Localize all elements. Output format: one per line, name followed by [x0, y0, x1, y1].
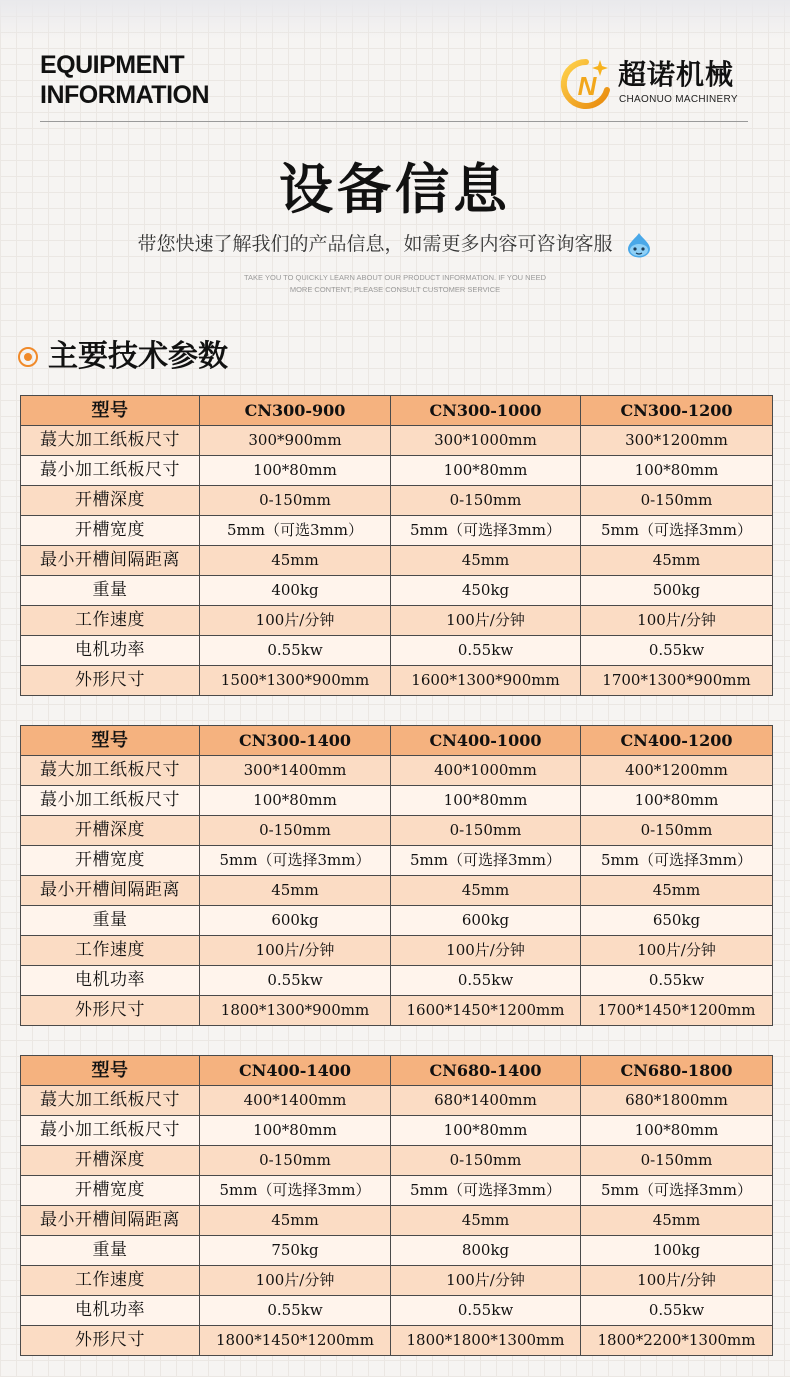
table-cell: 45mm: [200, 546, 391, 576]
table-row: [21, 576, 773, 606]
table-cell: 1800*2200*1300mm: [581, 1326, 773, 1356]
table-cell: 100片/分钟: [391, 606, 581, 636]
table-cell: 45mm: [391, 876, 581, 906]
table-row: [21, 486, 773, 516]
table-row: [21, 1326, 773, 1356]
header-divider: [40, 121, 748, 122]
table-header-row: [21, 1056, 773, 1086]
table-row: [21, 786, 773, 816]
table-cell: 650kg: [581, 906, 773, 936]
page-title: 设备信息: [279, 158, 511, 221]
row-label: 型号: [21, 726, 200, 756]
row-label: 外形尺寸: [21, 1326, 200, 1356]
model-name: CN400-1000: [391, 726, 581, 756]
table-row: [21, 756, 773, 786]
top-fade: [0, 0, 790, 40]
chaonuo-logo-icon: [560, 56, 612, 112]
table-row: [21, 1086, 773, 1116]
row-label: 外形尺寸: [21, 996, 200, 1026]
table-cell: 600kg: [391, 906, 581, 936]
row-label: 重量: [21, 906, 200, 936]
table-cell: 0-150mm: [200, 816, 391, 846]
table-cell: 100片/分钟: [200, 936, 391, 966]
table-cell: 100片/分钟: [200, 606, 391, 636]
table-cell: 5mm（可选择3mm）: [200, 1176, 391, 1206]
table-cell: 45mm: [391, 1206, 581, 1236]
model-name: CN300-1400: [200, 726, 391, 756]
row-label: 电机功率: [21, 636, 200, 666]
table-cell: 5mm（可选择3mm）: [391, 1176, 581, 1206]
model-name: CN400-1400: [200, 1056, 391, 1086]
table-cell: 1600*1300*900mm: [391, 666, 581, 696]
row-label: 工作速度: [21, 1266, 200, 1296]
table-cell: 100*80mm: [581, 456, 773, 486]
row-label: 电机功率: [21, 966, 200, 996]
subtitle-text: 带您快速了解我们的产品信息，如需更多内容可咨询客服: [137, 233, 613, 255]
table-cell: 0.55kw: [391, 966, 581, 996]
table-cell: 5mm（可选3mm）: [200, 516, 391, 546]
row-label: 开槽深度: [21, 1146, 200, 1176]
row-label: 外形尺寸: [21, 666, 200, 696]
table-row: [21, 876, 773, 906]
table-cell: 600kg: [200, 906, 391, 936]
table-row: [21, 966, 773, 996]
table-row: [21, 1266, 773, 1296]
spec-table-2: [20, 725, 773, 1026]
table-cell: 300*1000mm: [391, 426, 581, 456]
table-row: [21, 1206, 773, 1236]
table-cell: 750kg: [200, 1236, 391, 1266]
table-cell: 0-150mm: [391, 486, 581, 516]
table-row: [21, 846, 773, 876]
table-cell: 45mm: [200, 876, 391, 906]
table-cell: 300*1200mm: [581, 426, 773, 456]
english-note-line-1: TAKE YOU TO QUICKLY LEARN ABOUT OUR PRODUCT INFORMATION. IF YOU NEED: [244, 273, 546, 282]
model-name: CN300-900: [200, 396, 391, 426]
table-row: [21, 606, 773, 636]
row-label: 蕞大加工纸板尺寸: [21, 426, 200, 456]
row-label: 蕞小加工纸板尺寸: [21, 786, 200, 816]
table-cell: 100片/分钟: [581, 606, 773, 636]
table-cell: 100片/分钟: [200, 1266, 391, 1296]
table-cell: 400*1200mm: [581, 756, 773, 786]
table-row: [21, 1236, 773, 1266]
table-cell: 0-150mm: [581, 486, 773, 516]
row-label: 开槽宽度: [21, 516, 200, 546]
row-label: 开槽宽度: [21, 1176, 200, 1206]
table-header-row: [21, 726, 773, 756]
table-cell: 100片/分钟: [581, 936, 773, 966]
table-cell: 0.55kw: [200, 636, 391, 666]
table-cell: 100*80mm: [200, 456, 391, 486]
table-cell: 5mm（可选择3mm）: [581, 1176, 773, 1206]
model-name: CN680-1800: [581, 1056, 773, 1086]
table-cell: 400kg: [200, 576, 391, 606]
table-cell: 0-150mm: [581, 1146, 773, 1176]
table-cell: 0.55kw: [581, 1296, 773, 1326]
spec-table-1: [20, 395, 773, 696]
table-cell: 0.55kw: [200, 966, 391, 996]
table-cell: 100*80mm: [391, 1116, 581, 1146]
table-cell: 45mm: [581, 546, 773, 576]
table-cell: 1600*1450*1200mm: [391, 996, 581, 1026]
table-cell: 1800*1800*1300mm: [391, 1326, 581, 1356]
table-row: [21, 1296, 773, 1326]
table-cell: 1500*1300*900mm: [200, 666, 391, 696]
table-cell: 0.55kw: [391, 1296, 581, 1326]
row-label: 蕞小加工纸板尺寸: [21, 1116, 200, 1146]
table-cell: 100*80mm: [391, 786, 581, 816]
equipment-information-heading: [40, 50, 209, 110]
table-cell: 0.55kw: [200, 1296, 391, 1326]
table-cell: 0-150mm: [391, 816, 581, 846]
english-note: [225, 272, 565, 296]
table-cell: 0.55kw: [581, 636, 773, 666]
table-cell: 450kg: [391, 576, 581, 606]
table-cell: 300*1400mm: [200, 756, 391, 786]
table-cell: 100片/分钟: [391, 936, 581, 966]
row-label: 蕞小加工纸板尺寸: [21, 456, 200, 486]
table-cell: 45mm: [391, 546, 581, 576]
table-row: [21, 996, 773, 1026]
row-label: 重量: [21, 576, 200, 606]
row-label: 型号: [21, 1056, 200, 1086]
row-label: 最小开槽间隔距离: [21, 876, 200, 906]
table-cell: 100*80mm: [200, 1116, 391, 1146]
row-label: 最小开槽间隔距离: [21, 546, 200, 576]
table-cell: 5mm（可选择3mm）: [581, 516, 773, 546]
model-name: CN400-1200: [581, 726, 773, 756]
spec-table-3: [20, 1055, 773, 1356]
row-label: 最小开槽间隔距离: [21, 1206, 200, 1236]
model-name: CN300-1000: [391, 396, 581, 426]
section-title: 主要技术参数: [48, 339, 228, 374]
table-row: [21, 636, 773, 666]
model-name: CN680-1400: [391, 1056, 581, 1086]
table-cell: 400*1000mm: [391, 756, 581, 786]
company-logo: [560, 56, 760, 112]
table-cell: 5mm（可选择3mm）: [581, 846, 773, 876]
table-cell: 100*80mm: [581, 786, 773, 816]
table-cell: 45mm: [581, 1206, 773, 1236]
target-circle-icon: [17, 346, 39, 368]
table-cell: 5mm（可选择3mm）: [391, 516, 581, 546]
table-cell: 800kg: [391, 1236, 581, 1266]
heading-line-1: EQUIPMENT: [40, 51, 185, 79]
table-row: [21, 666, 773, 696]
table-header-row: [21, 396, 773, 426]
table-cell: 1800*1450*1200mm: [200, 1326, 391, 1356]
row-label: 重量: [21, 1236, 200, 1266]
row-label: 开槽宽度: [21, 846, 200, 876]
english-note-line-2: MORE CONTENT, PLEASE CONSULT CUSTOMER SERVICE: [289, 285, 501, 294]
table-cell: 1800*1300*900mm: [200, 996, 391, 1026]
table-cell: 680*1800mm: [581, 1086, 773, 1116]
row-label: 开槽深度: [21, 486, 200, 516]
table-row: [21, 1146, 773, 1176]
table-row: [21, 816, 773, 846]
logo-chinese-name: 超诺机械: [618, 58, 735, 91]
table-cell: 1700*1300*900mm: [581, 666, 773, 696]
table-cell: 500kg: [581, 576, 773, 606]
row-label: 蕞大加工纸板尺寸: [21, 756, 200, 786]
row-label: 开槽深度: [21, 816, 200, 846]
table-cell: 680*1400mm: [391, 1086, 581, 1116]
table-row: [21, 1116, 773, 1146]
water-drop-mascot-icon: [625, 232, 653, 258]
table-cell: 45mm: [200, 1206, 391, 1236]
table-cell: 100*80mm: [581, 1116, 773, 1146]
table-row: [21, 546, 773, 576]
row-label: 蕞大加工纸板尺寸: [21, 1086, 200, 1116]
table-cell: 45mm: [581, 876, 773, 906]
table-cell: 100*80mm: [200, 786, 391, 816]
table-cell: 5mm（可选择3mm）: [391, 846, 581, 876]
table-cell: 100片/分钟: [581, 1266, 773, 1296]
table-cell: 1700*1450*1200mm: [581, 996, 773, 1026]
heading-line-2: INFORMATION: [40, 81, 210, 109]
table-cell: 5mm（可选择3mm）: [200, 846, 391, 876]
table-cell: 100片/分钟: [391, 1266, 581, 1296]
table-cell: 300*900mm: [200, 426, 391, 456]
table-cell: 0-150mm: [391, 1146, 581, 1176]
row-label: 电机功率: [21, 1296, 200, 1326]
logo-letter: N: [577, 71, 597, 101]
table-row: [21, 936, 773, 966]
table-cell: 0-150mm: [200, 486, 391, 516]
table-row: [21, 1176, 773, 1206]
table-row: [21, 516, 773, 546]
table-row: [21, 426, 773, 456]
table-cell: 0.55kw: [581, 966, 773, 996]
table-cell: 400*1400mm: [200, 1086, 391, 1116]
row-label: 型号: [21, 396, 200, 426]
row-label: 工作速度: [21, 606, 200, 636]
row-label: 工作速度: [21, 936, 200, 966]
table-row: [21, 906, 773, 936]
logo-english-name: CHAONUO MACHINERY: [619, 94, 738, 105]
model-name: CN300-1200: [581, 396, 773, 426]
table-cell: 100kg: [581, 1236, 773, 1266]
page-subtitle: [0, 230, 790, 258]
table-cell: 100*80mm: [391, 456, 581, 486]
table-cell: 0-150mm: [581, 816, 773, 846]
table-cell: 0-150mm: [200, 1146, 391, 1176]
table-row: [21, 456, 773, 486]
table-cell: 0.55kw: [391, 636, 581, 666]
